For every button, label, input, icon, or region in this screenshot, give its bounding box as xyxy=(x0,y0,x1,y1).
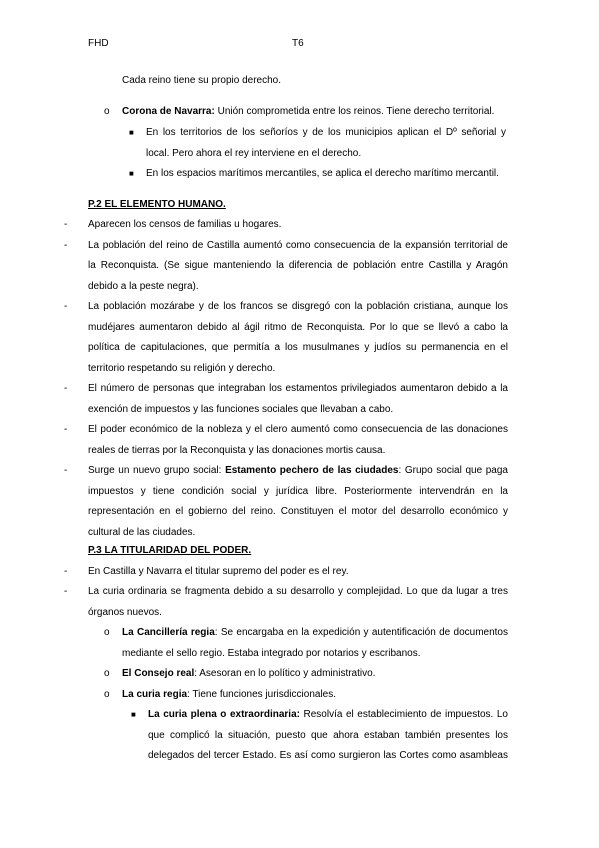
dash-bullet-icon: - xyxy=(64,383,68,394)
list-item-line: En los espacios marítimos mercantiles, se aplica el derecho marítimo mercantil. xyxy=(146,168,499,179)
dash-bullet-icon: - xyxy=(64,219,68,230)
bold-label: Corona de Navarra: xyxy=(122,106,215,117)
list-item: Aparecen los censos de familias u hogares. xyxy=(88,219,282,230)
list-item-line: local. Pero ahora el rey interviene en el derecho. xyxy=(146,148,362,159)
list-item-line: cultural de las ciudades. xyxy=(88,527,196,538)
header-center: T6 xyxy=(292,38,304,49)
dash-bullet-icon: - xyxy=(64,566,68,577)
list-text: Surge un nuevo grupo social: xyxy=(88,465,226,476)
circle-bullet-icon: o xyxy=(104,106,110,117)
section-title-titularidad-poder: P.3 LA TITULARIDAD DEL PODER. xyxy=(88,545,252,556)
list-item-line xyxy=(88,465,508,477)
list-item-line: mudéjares aumentaron debido al ágil ritmo de Reconquista. Por lo que se llevó a cabo la xyxy=(88,322,508,333)
list-item-line xyxy=(122,627,508,639)
list-item-line: territorio respetando su religión y derecho. xyxy=(88,363,276,374)
list-item-line: reales de tierras por la Reconquista y las donaciones mortis causa. xyxy=(88,445,386,456)
list-item-line: exención de impuestos y las funciones sociales que llevaban a cabo. xyxy=(88,404,394,415)
list-item-line: El número de personas que integraban los estamentos privilegiados aumentaron debido a la xyxy=(88,383,508,394)
square-bullet-icon: ■ xyxy=(129,128,134,137)
section-title-elemento-humano: P.2 EL ELEMENTO HUMANO. xyxy=(88,199,226,210)
circle-bullet-icon: o xyxy=(104,627,110,638)
dash-bullet-icon: - xyxy=(64,424,68,435)
paragraph-line: Cada reino tiene su propio derecho. xyxy=(122,75,281,86)
bold-label: La curia plena o extraordinaria: xyxy=(148,709,300,720)
list-item-line: impuestos y tiene condición social y jurídica libre. Posteriormente intervendrán en la xyxy=(88,486,508,497)
dash-bullet-icon: - xyxy=(64,465,68,476)
bold-label: Estamento pechero de las ciudades xyxy=(225,465,399,476)
list-item-navarra xyxy=(122,106,494,118)
list-item-line: La población mozárabe y de los francos se disgregó con la población cristiana, aunque los xyxy=(88,301,508,312)
list-item-line: El poder económico de la nobleza y el clero aumentó como consecuencia de las donaciones xyxy=(88,424,508,435)
dash-bullet-icon: - xyxy=(64,240,68,251)
bold-label: El Consejo real xyxy=(122,668,195,679)
list-item xyxy=(122,668,375,680)
square-bullet-icon: ■ xyxy=(129,169,134,178)
list-text: : Asesoran en lo político y administrativo. xyxy=(194,668,376,679)
list-item-line: órganos nuevos. xyxy=(88,607,162,618)
list-text: Unión comprometida entre los reinos. Tiene derecho territorial. xyxy=(214,106,495,117)
list-text: : Grupo social que paga xyxy=(398,465,508,476)
dash-bullet-icon: - xyxy=(64,301,68,312)
circle-bullet-icon: o xyxy=(104,689,110,700)
bold-label: La curia regia xyxy=(122,689,188,700)
list-item-line: La curia ordinaria se fragmenta debido a su desarrollo y complejidad. Lo que da lugar a tres xyxy=(88,586,508,597)
list-item-line: política de capitulaciones, que permitía a los musulmanes y judíos su permanencia en el xyxy=(88,342,508,353)
list-item-line: debido a la peste negra). xyxy=(88,281,199,292)
list-item-line: La población del reino de Castilla aumentó como consecuencia de la expansión territorial de xyxy=(88,240,508,251)
list-text: Resolvía el establecimiento de impuestos. Lo xyxy=(299,709,508,720)
dash-bullet-icon: - xyxy=(64,586,68,597)
list-item-line xyxy=(148,709,508,721)
list-item-line: representación en el gobierno del reino. Constituyen el motor del desarrollo económico y xyxy=(88,506,508,517)
circle-bullet-icon: o xyxy=(104,668,110,679)
bold-label: La Cancillería regia xyxy=(122,627,215,638)
list-text: : Se encargaba en la expedición y autentificación de documentos xyxy=(214,627,508,638)
list-text: : Tiene funciones jurisdiccionales. xyxy=(187,689,337,700)
list-item-line: que complicó la situación, puesto que ahora estaban también presentes los xyxy=(148,730,508,741)
list-item-line: En los territorios de los señoríos y de los municipios aplican el Dº señorial y xyxy=(146,127,506,138)
list-item xyxy=(122,689,336,701)
list-item-line: mediante el sello regio. Estaba integrado por notarios y escribanos. xyxy=(122,648,421,659)
square-bullet-icon: ■ xyxy=(131,710,136,719)
list-item-line: delegados del tercer Estado. Es así como surgieron las Cortes como asambleas xyxy=(148,750,508,761)
list-item-line: la Reconquista. (Se sigue manteniendo la diferencia de población entre Castilla y Aragón xyxy=(88,260,508,271)
header-left: FHD xyxy=(88,38,109,49)
list-item: En Castilla y Navarra el titular supremo del poder es el rey. xyxy=(88,566,349,577)
